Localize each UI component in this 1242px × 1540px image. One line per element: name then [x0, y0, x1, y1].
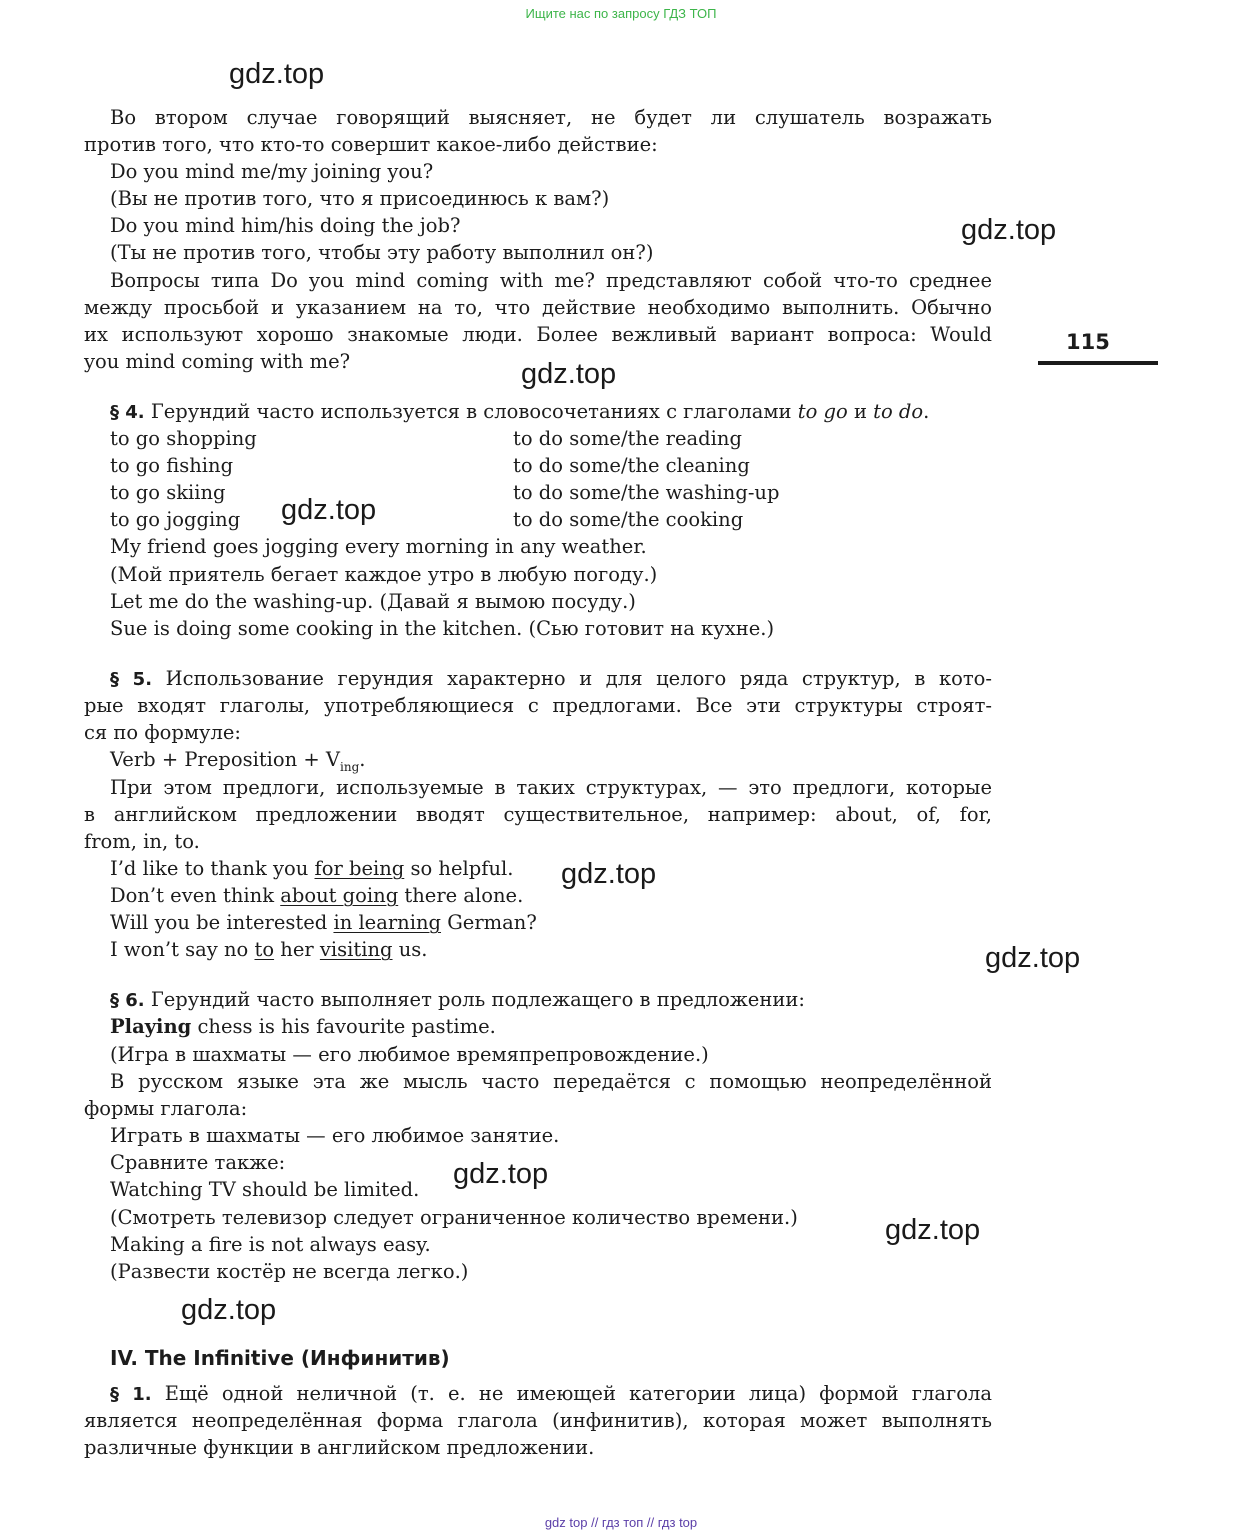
text-line: Сравните также:: [110, 1151, 286, 1174]
underlined-phrase: to: [254, 938, 275, 961]
underlined-phrase: visiting: [319, 938, 393, 961]
text-span: her: [274, 938, 320, 961]
phrase-do: to do some/the washing-up: [513, 481, 780, 504]
example-line: [84, 909, 992, 936]
example-line: [84, 936, 992, 963]
text-line: При этом предлоги, используемые в таких структурах, — это предлоги, которые: [110, 776, 992, 799]
watermark: gdz.top: [561, 858, 657, 890]
text-line: you mind coming with me?: [84, 350, 351, 373]
footer-links: gdz top // гдз топ // гдз top: [544, 1515, 698, 1530]
text-line: from, in, to.: [84, 830, 200, 853]
text-line: Вопросы типа Do you mind coming with me? представляют собой что-то среднее: [110, 269, 992, 292]
phrase-row: [84, 479, 992, 506]
translation-line: (Мой приятель бегает каждое утро в любую погоду.): [110, 563, 658, 586]
text-line: В русском языке эта же мысль часто передаётся с помощью неопределённой: [110, 1070, 992, 1093]
translation-line: (Развести костёр не всегда легко.): [110, 1260, 469, 1283]
text-span: I won’t say no: [110, 938, 255, 961]
watermark: gdz.top: [229, 58, 325, 90]
watermark: gdz.top: [281, 494, 377, 526]
text-span: to go: [797, 400, 848, 423]
example-line: Making a fire is not always easy.: [110, 1233, 431, 1256]
translation-line: (Игра в шахматы — его любимое времяпрепровождение.): [110, 1043, 709, 1066]
underlined-phrase: about going: [280, 884, 399, 907]
phrase-go: to go skiing: [110, 481, 226, 504]
text-line: является неопределённая форма глагола (инфинитив), которая может выполнять: [84, 1409, 992, 1432]
text-line: формы глагола:: [84, 1097, 248, 1120]
example-line: Sue is doing some cooking in the kitchen. (Сью готовит на кухне.): [110, 617, 775, 640]
example-line: [84, 882, 992, 909]
text-span: I’d like to thank you: [110, 857, 315, 880]
example-line: [84, 855, 992, 882]
text-line: их используют хорошо знакомые люди. Более вежливый вариант вопроса: Would: [84, 323, 992, 346]
watermark: gdz.top: [453, 1158, 549, 1190]
text-span: Don’t even think: [110, 884, 281, 907]
watermark: gdz.top: [985, 942, 1081, 974]
watermark: gdz.top: [181, 1294, 277, 1326]
phrase-row: [84, 425, 992, 452]
text-span: German?: [441, 911, 537, 934]
top-banner: Ищите нас по запросу ГДЗ ТОП: [525, 6, 717, 21]
translation-line: (Ты не против того, чтобы эту работу выполнил он?): [110, 241, 654, 264]
text-span: Ещё одной неличной (т. е. не имеющей категории лица) формой глагола: [151, 1382, 992, 1405]
section-number: § 1.: [110, 1384, 152, 1405]
underlined-phrase: for being: [314, 857, 405, 880]
phrase-row: [84, 506, 992, 533]
section-4-intro: [84, 398, 992, 425]
watermark: gdz.top: [961, 214, 1057, 246]
text-line: различные функции в английском предложении.: [84, 1436, 595, 1459]
translation-line: (Вы не против того, что я присоединюсь к вам?): [110, 187, 610, 210]
example-line: Watching TV should be limited.: [110, 1178, 420, 1201]
text-span: us.: [392, 938, 428, 961]
bold-word: Playing: [110, 1015, 192, 1038]
phrase-do: to do some/the reading: [513, 427, 742, 450]
page-number-rule: [1038, 361, 1158, 365]
section-number: § 5.: [110, 669, 153, 690]
formula-text: Verb + Preposition + V: [110, 748, 341, 771]
underlined-phrase: in learning: [333, 911, 442, 934]
text-span: .: [359, 748, 366, 771]
section-number: § 6.: [110, 990, 145, 1011]
text-span: Использование герундия характерно и для целого ряда структур, в кото-: [152, 667, 992, 690]
text-line: рые входят глаголы, употребляющиеся с предлогами. Все эти структуры строят-: [84, 694, 992, 717]
phrase-go: to go fishing: [110, 454, 234, 477]
example-line: Let me do the washing-up. (Давай я вымою посуду.): [110, 590, 636, 613]
text-span: Герундий часто используется в словосочетаниях с глаголами: [144, 400, 798, 423]
text-span: Will you be interested: [110, 911, 334, 934]
watermark: gdz.top: [885, 1214, 981, 1246]
example-line: Do you mind him/his doing the job?: [110, 214, 461, 237]
formula-subscript: ing: [340, 759, 360, 774]
section-number: § 4.: [110, 402, 145, 423]
chapter-heading: IV. The Infinitive (Инфинитив): [110, 1346, 450, 1370]
translation-line: (Смотреть телевизор следует ограниченное количество времени.): [110, 1206, 798, 1229]
text-line: Играть в шахматы — его любимое занятие.: [110, 1124, 560, 1147]
phrase-do: to do some/the cleaning: [513, 454, 750, 477]
text-span: there alone.: [398, 884, 524, 907]
text-span: и: [847, 400, 874, 423]
example-line: Do you mind me/my joining you?: [110, 160, 434, 183]
text-span: Герундий часто выполняет роль подлежащего в предложении:: [144, 988, 805, 1011]
example-line: My friend goes jogging every morning in any weather.: [110, 535, 647, 558]
page-number: 115: [1066, 330, 1110, 354]
text-line: ся по формуле:: [84, 721, 241, 744]
section-1-intro: [84, 1380, 992, 1407]
section-5-intro: [84, 665, 992, 692]
phrase-do: to do some/the cooking: [513, 508, 744, 531]
text-span: to do: [873, 400, 924, 423]
watermark: gdz.top: [521, 358, 617, 390]
phrase-go: to go shopping: [110, 427, 257, 450]
text-line: в английском предложении вводят существительное, например: about, of, for,: [84, 803, 992, 826]
example-line: [84, 1013, 992, 1040]
text-line: между просьбой и указанием на то, что действие необходимо выполнить. Обычно: [84, 296, 992, 319]
formula-line: [84, 746, 992, 773]
phrase-go: to go jogging: [110, 508, 241, 531]
text-span: chess is his favourite pastime.: [191, 1015, 496, 1038]
text-line: против того, что кто-то совершит какое-либо действие:: [84, 133, 658, 156]
phrase-row: [84, 452, 992, 479]
section-6-intro: [84, 986, 992, 1013]
text-span: .: [923, 400, 930, 423]
text-span: so helpful.: [404, 857, 514, 880]
text-line: Во втором случае говорящий выясняет, не будет ли слушатель возражать: [110, 106, 992, 129]
